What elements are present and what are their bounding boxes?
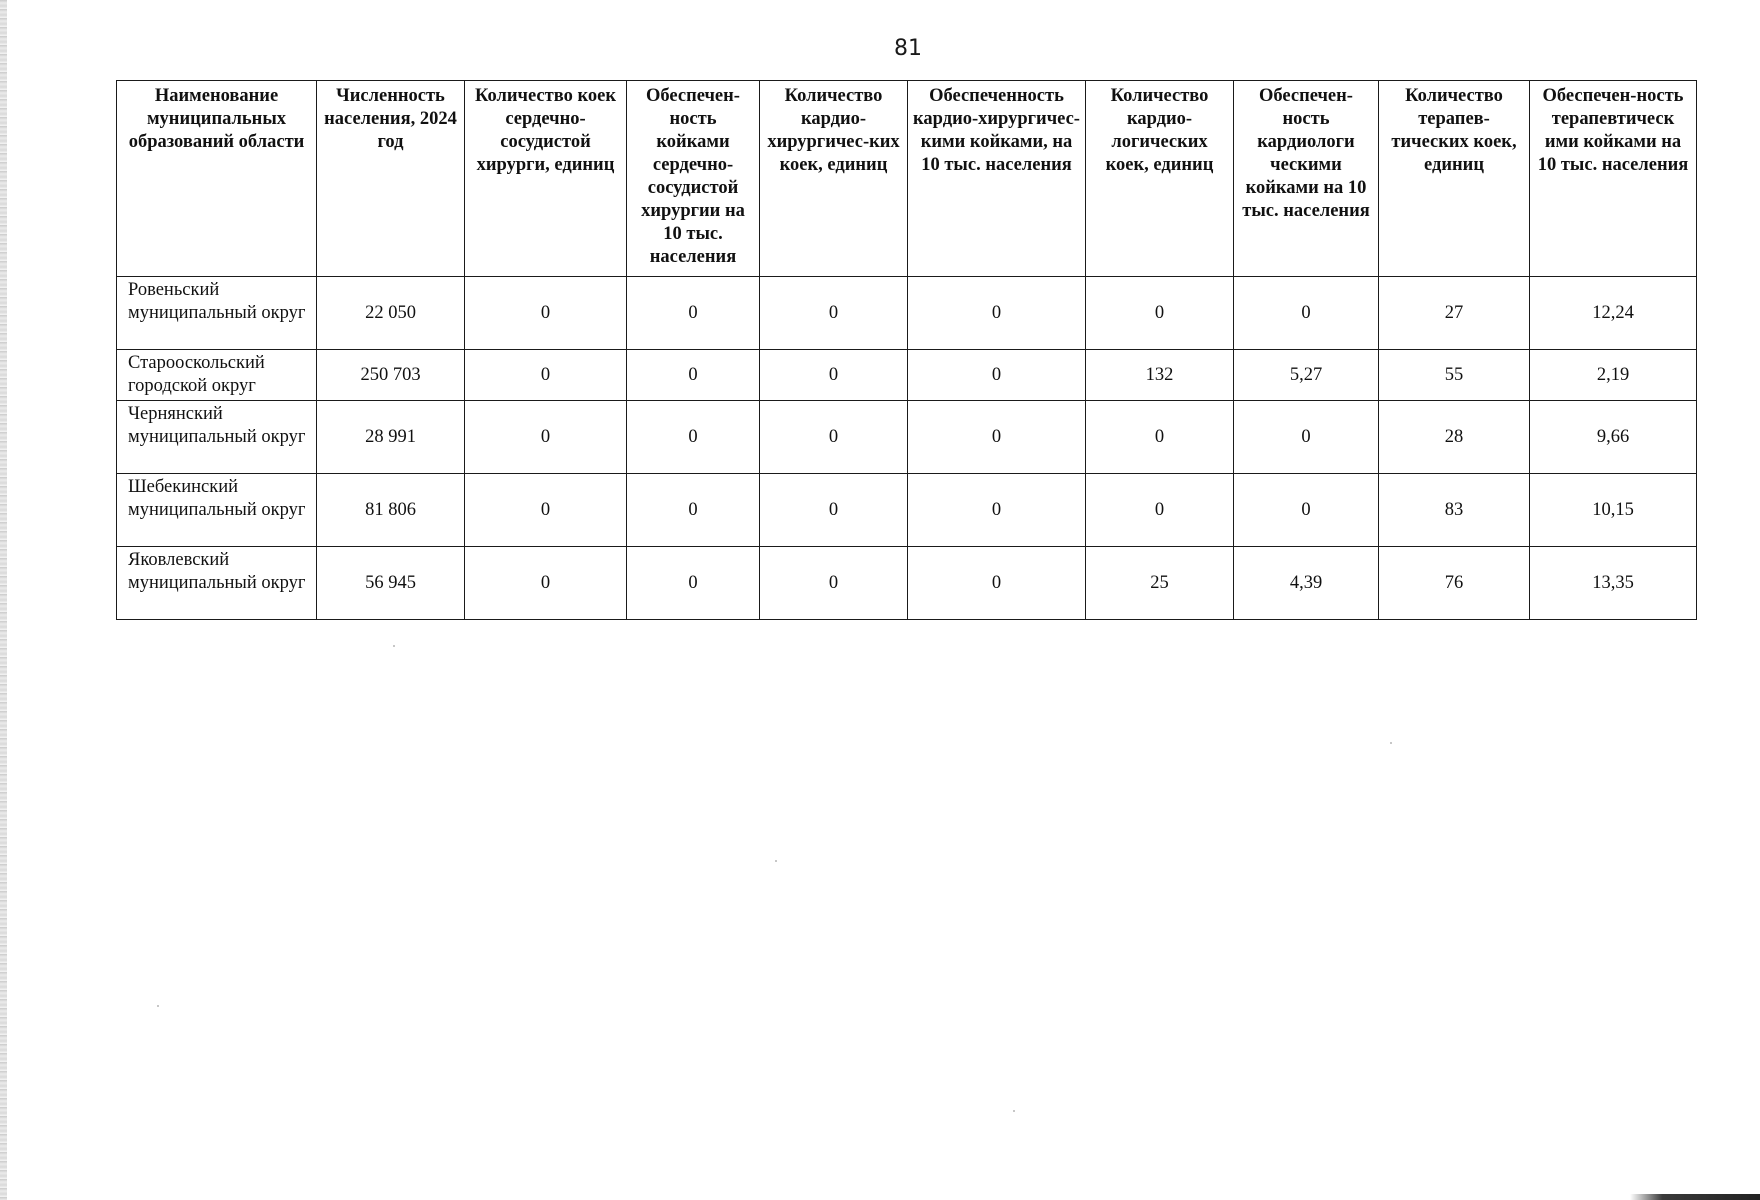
cell-cv-surgery-supply: 0 <box>627 474 760 547</box>
scan-speck <box>1013 1110 1015 1112</box>
cell-cardiosurgical-supply: 0 <box>908 350 1086 401</box>
header-cardiology-beds: Количество кардио-логических коек, единиц <box>1086 81 1234 277</box>
bed-supply-table <box>116 80 1697 620</box>
header-therapy-supply: Обеспечен-ность терапевтическ ими койками на 10 тыс. населения <box>1530 81 1697 277</box>
cell-population: 28 991 <box>317 401 465 474</box>
cell-therapy-supply: 12,24 <box>1530 277 1697 350</box>
cell-population: 22 050 <box>317 277 465 350</box>
cell-cardiosurgical-supply: 0 <box>908 474 1086 547</box>
header-therapy-beds: Количество терапев-тических коек, единиц <box>1379 81 1530 277</box>
cell-municipality: Ровеньский муниципальный округ <box>117 277 317 350</box>
scan-speck <box>157 1005 159 1007</box>
cell-cardiology-beds: 25 <box>1086 547 1234 620</box>
cell-therapy-supply: 10,15 <box>1530 474 1697 547</box>
header-cv-surgery-supply: Обеспечен-ность койками сердечно-сосудистой хирургии на 10 тыс. населения <box>627 81 760 277</box>
page-number: 81 <box>894 36 922 61</box>
cell-cardiosurgical-beds: 0 <box>760 401 908 474</box>
cell-cardiosurgical-beds: 0 <box>760 350 908 401</box>
cell-cardiology-beds: 0 <box>1086 474 1234 547</box>
header-municipality: Наименование муниципальных образований области <box>117 81 317 277</box>
cell-cv-surgery-beds: 0 <box>465 401 627 474</box>
cell-cv-surgery-supply: 0 <box>627 547 760 620</box>
cell-cardiology-beds: 0 <box>1086 401 1234 474</box>
cell-cardiosurgical-beds: 0 <box>760 474 908 547</box>
table-row <box>117 350 1697 401</box>
table-row <box>117 547 1697 620</box>
header-cardiology-supply: Обеспечен-ность кардиологи ческими койками на 10 тыс. населения <box>1234 81 1379 277</box>
cell-cv-surgery-beds: 0 <box>465 350 627 401</box>
cell-cardiosurgical-beds: 0 <box>760 277 908 350</box>
cell-therapy-supply: 2,19 <box>1530 350 1697 401</box>
cell-cardiosurgical-supply: 0 <box>908 547 1086 620</box>
scan-speck <box>775 860 777 862</box>
cell-municipality: Чернянский муниципальный округ <box>117 401 317 474</box>
cell-therapy-beds: 28 <box>1379 401 1530 474</box>
cell-cv-surgery-supply: 0 <box>627 401 760 474</box>
cell-cardiology-supply: 0 <box>1234 277 1379 350</box>
table-header-row <box>117 81 1697 277</box>
cell-therapy-beds: 76 <box>1379 547 1530 620</box>
cell-cardiology-beds: 0 <box>1086 277 1234 350</box>
cell-cardiology-beds: 132 <box>1086 350 1234 401</box>
cell-cv-surgery-beds: 0 <box>465 474 627 547</box>
header-cardiosurgical-beds: Количество кардио-хирургичес-ких коек, единиц <box>760 81 908 277</box>
cell-municipality: Шебекинский муниципальный округ <box>117 474 317 547</box>
header-cv-surgery-beds: Количество коек сердечно-сосудистой хирурги, единиц <box>465 81 627 277</box>
cell-therapy-beds: 27 <box>1379 277 1530 350</box>
cell-cardiosurgical-beds: 0 <box>760 547 908 620</box>
cell-cardiosurgical-supply: 0 <box>908 277 1086 350</box>
cell-cv-surgery-supply: 0 <box>627 277 760 350</box>
cell-population: 250 703 <box>317 350 465 401</box>
cell-cardiosurgical-supply: 0 <box>908 401 1086 474</box>
cell-cardiology-supply: 5,27 <box>1234 350 1379 401</box>
cell-population: 56 945 <box>317 547 465 620</box>
header-cardiosurgical-supply: Обеспеченность кардио-хирургичес-кими койками, на 10 тыс. населения <box>908 81 1086 277</box>
cell-therapy-supply: 9,66 <box>1530 401 1697 474</box>
cell-cardiology-supply: 0 <box>1234 401 1379 474</box>
cell-cv-surgery-beds: 0 <box>465 277 627 350</box>
cell-municipality: Яковлевский муниципальный округ <box>117 547 317 620</box>
cell-cv-surgery-beds: 0 <box>465 547 627 620</box>
cell-therapy-beds: 83 <box>1379 474 1530 547</box>
cell-cardiology-supply: 0 <box>1234 474 1379 547</box>
cell-municipality: Старооскольский городской округ <box>117 350 317 401</box>
table-row <box>117 474 1697 547</box>
cell-cv-surgery-supply: 0 <box>627 350 760 401</box>
cell-therapy-supply: 13,35 <box>1530 547 1697 620</box>
table-row <box>117 277 1697 350</box>
cell-therapy-beds: 55 <box>1379 350 1530 401</box>
scan-speck <box>393 645 395 647</box>
scan-left-edge <box>0 0 7 1200</box>
scan-bottom-edge <box>1630 1194 1760 1200</box>
cell-cardiology-supply: 4,39 <box>1234 547 1379 620</box>
scan-speck <box>1390 742 1392 744</box>
table-row <box>117 401 1697 474</box>
header-population: Численность населения, 2024 год <box>317 81 465 277</box>
cell-population: 81 806 <box>317 474 465 547</box>
